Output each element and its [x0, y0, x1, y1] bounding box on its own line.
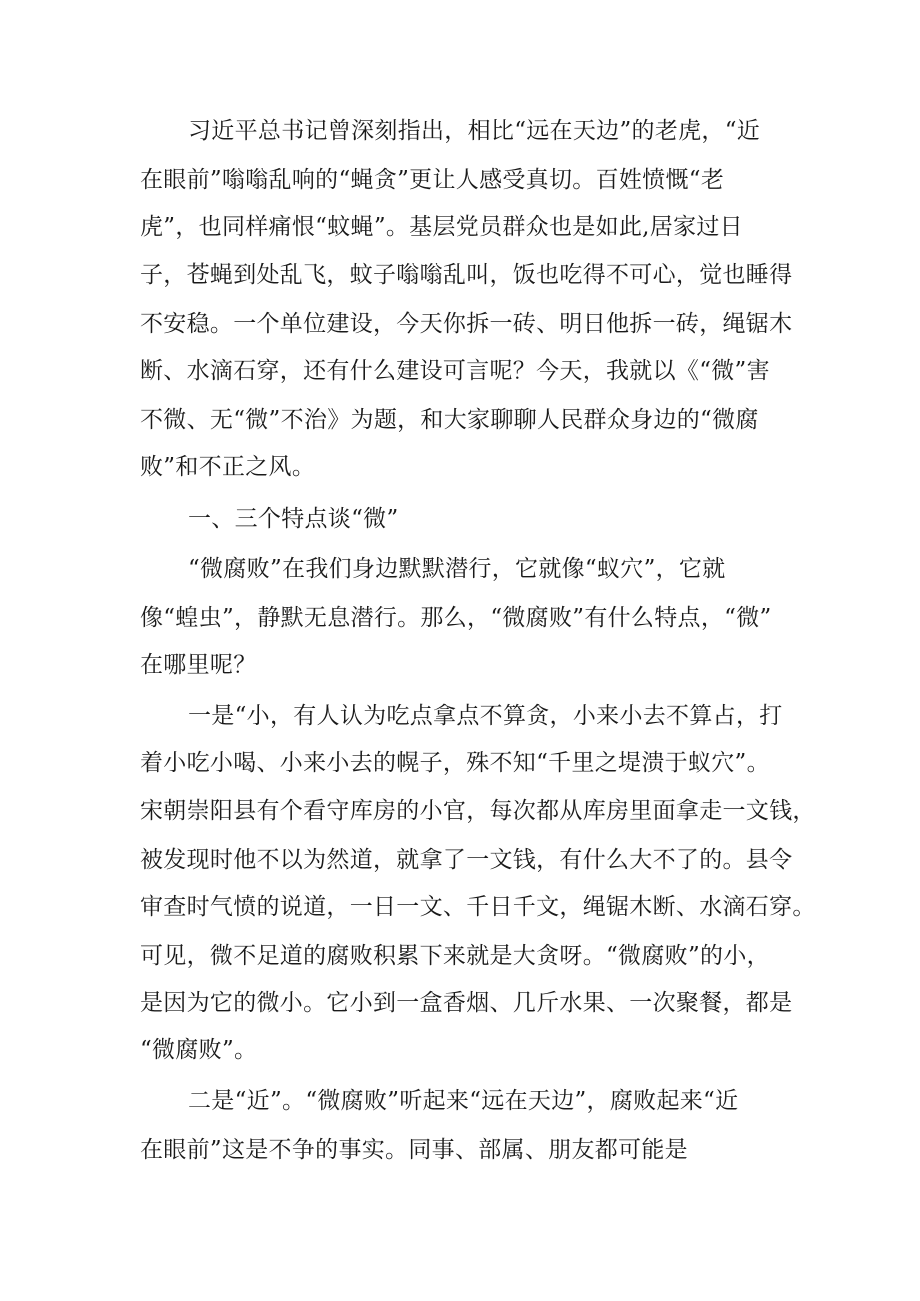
paragraph-1-line-7: 不微、无“微”不治》为题，和大家聊聊人民群众身边的“微腐	[140, 407, 759, 433]
paragraph-2-line-3: 在哪里呢？	[140, 652, 257, 678]
paragraph-3-line-2: 着小吃小喝、小来小去的幌子，殊不知“千里之堤溃于蚁穴”。	[140, 750, 770, 776]
paragraph-3-line-1: 一是“小，有人认为吃点拿点不算贪，小来小去不算占，打	[188, 703, 783, 729]
paragraph-3-line-3: 宋朝崇阳县有个看守库房的小官，每次都从库房里面拿走一文钱，	[140, 798, 816, 824]
paragraph-1-line-2: 在眼前”嗡嗡乱响的“蝇贪”更让人感受真切。百姓愤慨“老	[140, 167, 725, 193]
paragraph-3-line-6: 可见，微不足道的腐败积累下来就是大贪呀。“微腐败”的小，	[140, 943, 770, 969]
paragraph-1-line-3: 虎”，也同样痛恨“蚊蝇”。基层党员群众也是如此,居家过日	[140, 214, 743, 240]
paragraph-1-line-6: 断、水滴石穿，还有什么建设可言呢？今天，我就以《“微”害	[140, 358, 770, 384]
paragraph-1-line-1: 习近平总书记曾深刻指出，相比“远在天边”的老虎，“近	[188, 118, 761, 144]
paragraph-1-line-8: 败”和不正之风。	[140, 454, 316, 480]
paragraph-3-line-8: “微腐败”。	[140, 1037, 258, 1063]
paragraph-3-line-4: 被发现时他不以为然道，就拿了一文钱，有什么大不了的。县令	[140, 847, 793, 873]
paragraph-4-line-1: 二是“近”。“微腐败”听起来“远在天边”，腐败起来“近	[188, 1088, 739, 1114]
paragraph-3-line-5: 审查时气愤的说道，一日一文、千日千文，绳锯木断、水滴石穿。	[140, 894, 816, 920]
paragraph-2-line-1: “微腐败”在我们身边默默潜行，它就像“蚁穴”，它就	[188, 556, 726, 582]
paragraph-3-line-7: 是因为它的微小。它小到一盒香烟、几斤水果、一次聚餐，都是	[140, 990, 793, 1016]
paragraph-1-line-5: 不安稳。一个单位建设，今天你拆一砖、明日他拆一砖，绳锯木	[140, 311, 793, 337]
paragraph-4-line-2: 在眼前”这是不争的事实。同事、部属、朋友都可能是	[140, 1137, 688, 1163]
paragraph-1-line-4: 子，苍蝇到处乱飞，蚊子嗡嗡乱叫，饭也吃得不可心，觉也睡得	[140, 262, 793, 288]
paragraph-2-line-2: 像“蝗虫”，静默无息潜行。那么，“微腐败”有什么特点，“微”	[140, 605, 772, 631]
section-heading: 一、三个特点谈“微”	[188, 506, 399, 532]
